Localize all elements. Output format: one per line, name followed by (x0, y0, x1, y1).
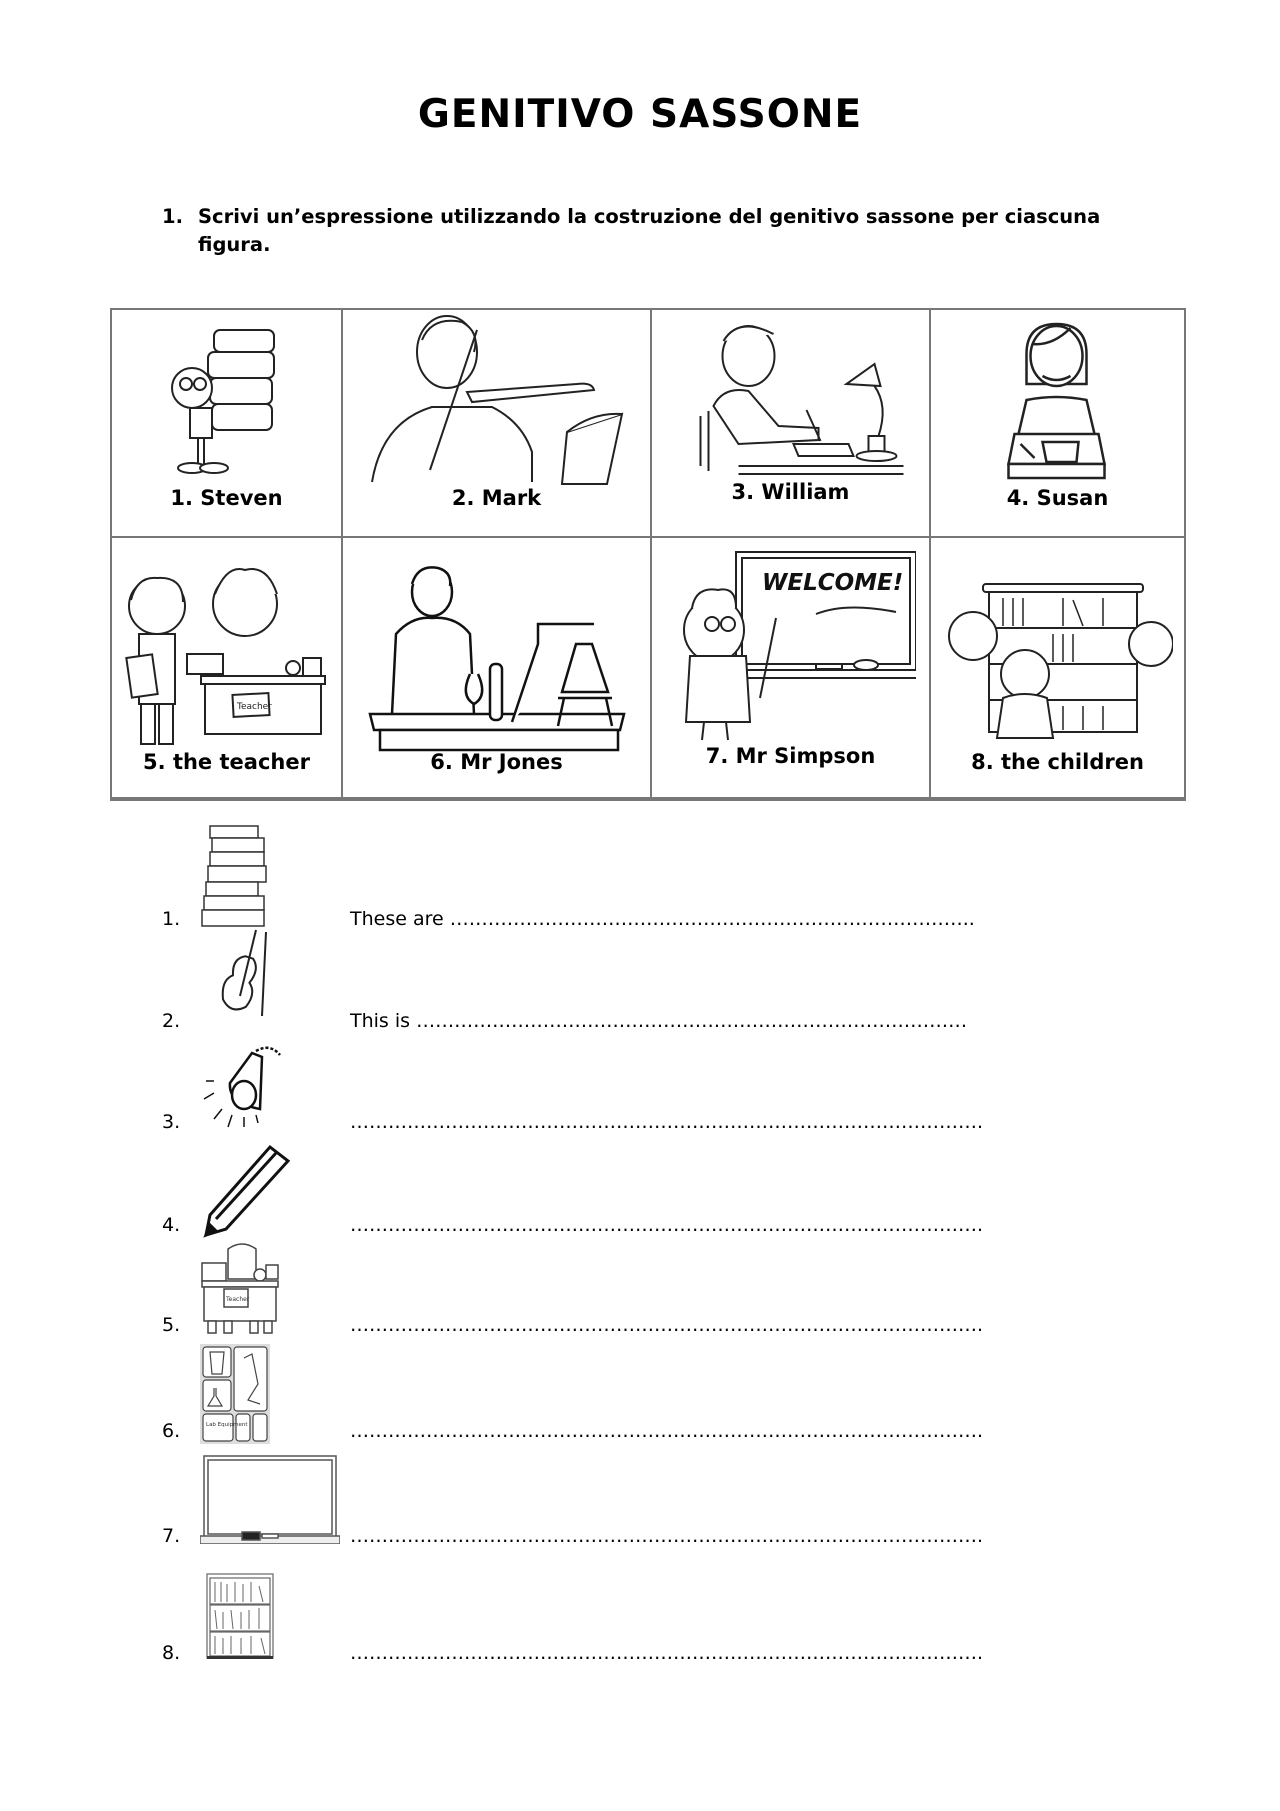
instruction-number: 1. (162, 205, 183, 228)
instruction (162, 203, 1102, 259)
teacher-at-desk-with-student-icon (117, 564, 337, 754)
exercise-number: 3. (162, 1111, 181, 1133)
answer-line[interactable] (350, 1525, 983, 1547)
boy-carrying-books-icon (152, 316, 302, 481)
books-stack-icon (200, 822, 285, 930)
answer-prompt: These are (350, 908, 450, 930)
boy-playing-violin-icon (362, 312, 632, 487)
exercise-number: 6. (162, 1420, 181, 1442)
answer-blank[interactable]: ………………………………………………………………………………………. (350, 1214, 984, 1236)
caption: 8. the children (971, 750, 1144, 774)
exercise-number: 8. (162, 1642, 181, 1664)
grid-cell-5 (112, 538, 343, 799)
answer-line[interactable] (350, 1214, 983, 1236)
lab-equipment-icon (200, 1344, 270, 1444)
answer-line[interactable] (350, 1642, 983, 1664)
girl-at-desk-with-pencil-icon (990, 314, 1125, 484)
teacher-sign: Teacher (226, 1296, 250, 1303)
grid-cell-2 (343, 310, 652, 538)
answer-line[interactable] (350, 1010, 967, 1032)
caption: 7. Mr Simpson (705, 744, 876, 768)
grid-cell-4 (931, 310, 1184, 538)
picture-grid (110, 308, 1186, 801)
grid-cell-3 (652, 310, 931, 538)
exercise-number: 4. (162, 1214, 181, 1236)
grid-cell-8 (931, 538, 1184, 799)
exercise-number: 2. (162, 1010, 181, 1032)
grid-cell-6 (343, 538, 652, 799)
teacher-sign: Teacher (236, 702, 272, 712)
answer-line[interactable] (350, 1314, 983, 1336)
caption: 1. Steven (170, 486, 283, 510)
pencil-icon (200, 1139, 295, 1239)
grid-cell-1 (112, 310, 343, 538)
caption: 2. Mark (451, 486, 542, 510)
answer-line[interactable] (350, 1420, 983, 1442)
scientist-in-lab-icon (362, 564, 632, 754)
answer-blank[interactable]: ………………………………………………………………………………………. (350, 1111, 984, 1133)
answer-blank[interactable]: ………………………………………………………………………………………. (350, 1314, 984, 1336)
answer-prompt: This is (350, 1010, 417, 1032)
answer-blank[interactable]: …………………………………………………………………………… (416, 1010, 968, 1032)
grid-cell-7 (652, 538, 931, 799)
exercise-number: 1. (162, 908, 181, 930)
violin-icon (200, 926, 285, 1022)
page-title: GENITIVO SASSONE (417, 92, 863, 137)
boy-writing-at-desk-with-lamp-icon (678, 316, 903, 481)
desk-lamp-icon (200, 1039, 295, 1129)
exercise-number: 5. (162, 1314, 181, 1336)
blackboard-icon (200, 1454, 340, 1544)
exercise-number: 7. (162, 1525, 181, 1547)
answer-blank[interactable]: ………………………………………………………………………………………. (350, 1642, 984, 1664)
caption: 5. the teacher (143, 750, 310, 774)
teacher-at-blackboard-icon (666, 546, 916, 741)
instruction-text: Scrivi un’espressione utilizzando la costruzione del genitivo sassone per ciascuna figura. (198, 205, 1101, 256)
answer-blank[interactable]: ………………………………………………………………………………………. (350, 1420, 984, 1442)
children-at-bookshelf-icon (943, 578, 1173, 753)
bookshelf-icon (205, 1572, 275, 1662)
answer-blank[interactable]: ……………………………………………………………………….. (449, 908, 975, 930)
answer-line[interactable] (350, 1111, 983, 1133)
caption: 4. Susan (1006, 486, 1109, 510)
teacher-desk-icon (200, 1239, 285, 1335)
caption: 3. William (731, 480, 850, 504)
caption: 6. Mr Jones (430, 750, 563, 774)
board-text: WELCOME! (761, 570, 903, 596)
answer-line[interactable] (350, 908, 975, 930)
answer-blank[interactable]: ………………………………………………………………………………………. (350, 1525, 984, 1547)
lab-sign: Lab Equipment (206, 1422, 248, 1428)
